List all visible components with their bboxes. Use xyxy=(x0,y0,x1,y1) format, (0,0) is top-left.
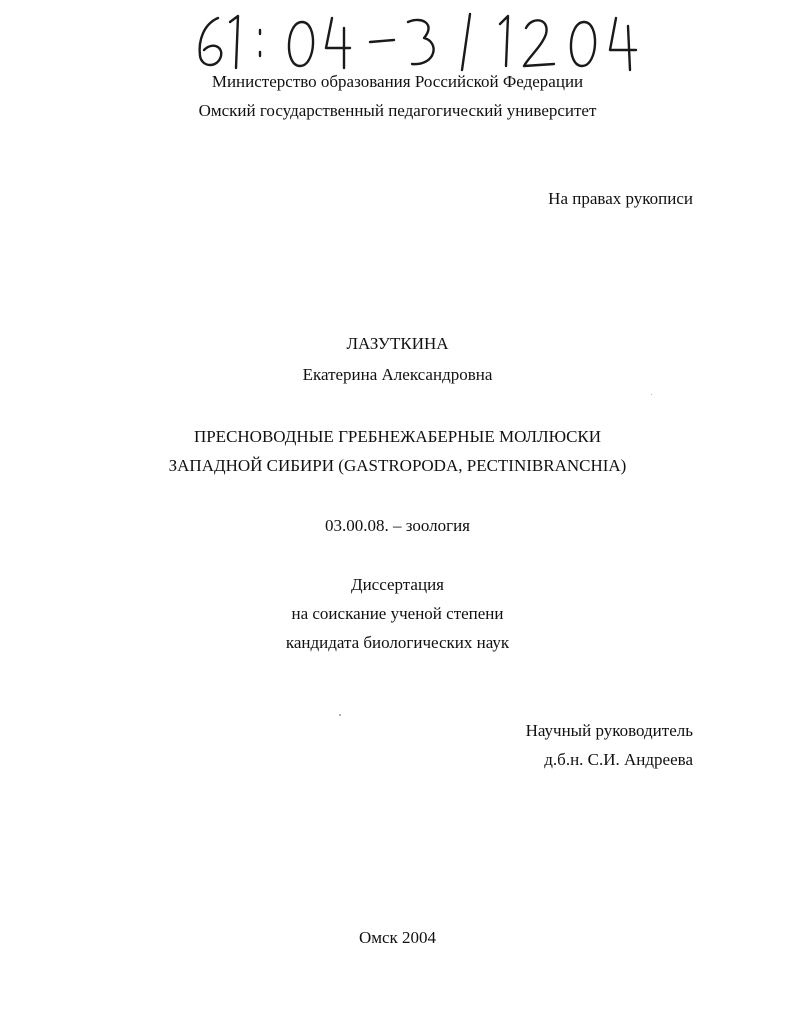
degree-line1: Диссертация xyxy=(350,575,444,594)
ministry-line: Министерство образования Российской Федерации xyxy=(211,72,584,91)
supervisor-label: Научный руководитель xyxy=(525,721,693,740)
author-surname: ЛАЗУТКИНА xyxy=(346,334,449,353)
university-line: Омский государственный педагогический университет xyxy=(198,101,597,120)
rights-note: На правах рукописи xyxy=(548,189,693,208)
dissertation-title-line2: ЗАПАДНОЙ СИБИРИ (GASTROPODA, PECTINIBRANCHIA) xyxy=(168,456,627,475)
scan-speck xyxy=(651,394,652,395)
degree-line2: на соискание ученой степени xyxy=(291,604,504,623)
dissertation-title-line1: ПРЕСНОВОДНЫЕ ГРЕБНЕЖАБЕРНЫЕ МОЛЛЮСКИ xyxy=(193,427,602,446)
supervisor-name: д.б.н. С.И. Андреева xyxy=(544,750,693,769)
place-year: Омск 2004 xyxy=(358,928,437,947)
scan-speck xyxy=(339,714,341,716)
handwritten-catalog-number xyxy=(190,10,650,72)
degree-line3: кандидата биологических наук xyxy=(285,633,510,652)
author-given-names: Екатерина Александровна xyxy=(302,365,493,384)
specialty-code: 03.00.08. – зоология xyxy=(324,516,470,535)
